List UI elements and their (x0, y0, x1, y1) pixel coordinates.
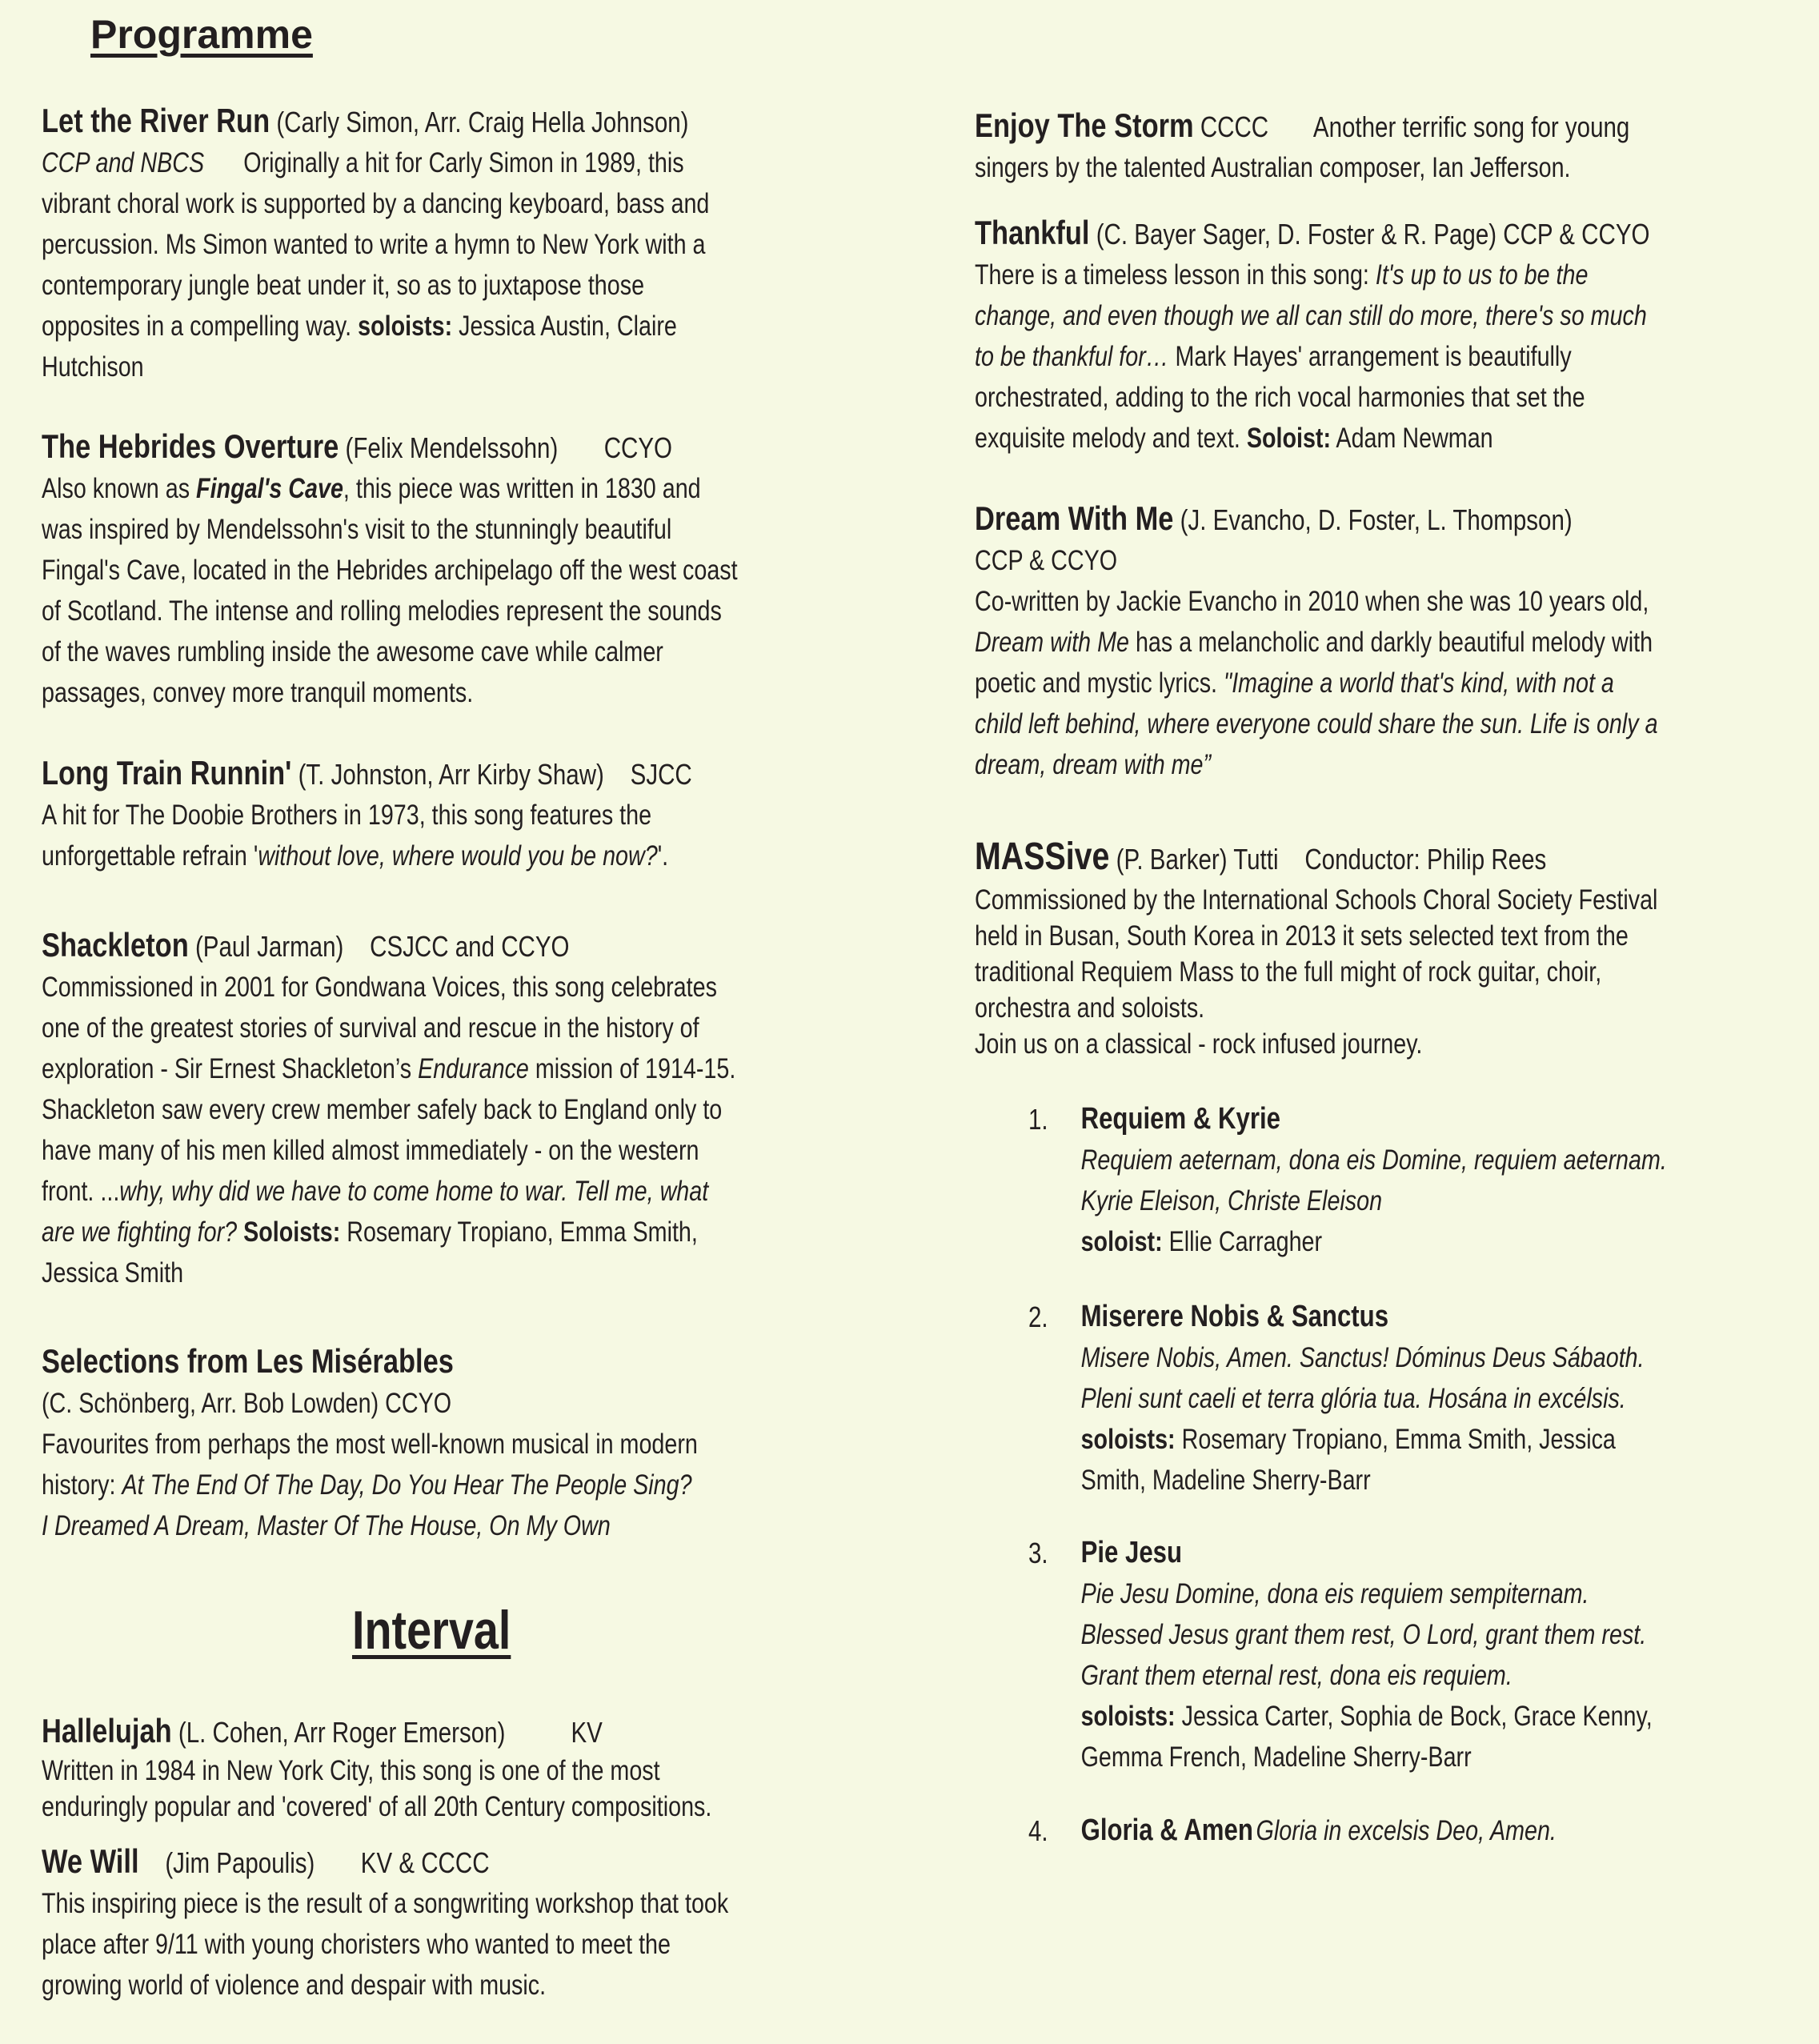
piece-title: Hallelujah (42, 1712, 172, 1749)
soloists-label: Soloists: (243, 1216, 341, 1248)
piece-credits: (Felix Mendelssohn) (345, 431, 559, 464)
piece-title: Long Train Runnin' (42, 754, 292, 792)
piece-title: MASSive (975, 836, 1110, 878)
soloists-label: soloists: (1080, 1701, 1176, 1732)
piece-hebrides-overture: The Hebrides Overture (Felix Mendelssohn) CCYO Also known as Fingal's Cave, this piece was written in 1830 and was inspired by Mendelssohn's visit to the stunningly beautiful Fingal's Cave, located in the Hebrides archipelago off the west coast of Scotland. The intense and rolling melodies represent the sounds of the waves rumbling inside the awesome cave while calmer passages, convey more tranquil moments. (42, 427, 738, 708)
piece-hallelujah: Hallelujah (L. Cohen, Arr Roger Emerson) KV Written in 1984 in New York City, this song is one of the most enduringly popular and 'covered' of all 20th Century compositions. (42, 1712, 712, 1822)
movement-number: 1. (1028, 1103, 1048, 1136)
piece-title: We Will (42, 1842, 139, 1880)
piece-title: Selections from Les Misérables (42, 1342, 454, 1380)
piece-credits: (L. Cohen, Arr Roger Emerson) (178, 1716, 506, 1749)
programme-page: Programme Let the River Run (Carly Simon, Arr. Craig Hella Johnson) CCP and NBCS Originally a hit for Carly Simon in 1989, this vibrant choral work is supported by a dancing keyboard, bass and percussion. Ms Simon wanted to write a hymn to New York with a contemporary jungle beat under it, so as to juxtapose those opposites in a compelling way. soloists: Jessica Austin, Claire Hutchison The Hebrides Overture (Felix Mendelssohn) CCYO Also known as Fingal's Cave, this piece was written in 1830 and was inspired by Mendelssohn's visit to the stunningly beautiful Fingal's Cave, located in the Hebrides archipelago off the west coast of Scotland. The intense and rolling melodies represent the sounds of the waves rumbling inside the awesome cave while calmer passages, convey more tranquil moments. Long Train Runnin' (T. Johnston, Arr Kirby Shaw) SJCC A hit for The Doobie Brothers in 1973, this song features the unforgettable refrain 'without love, where would you be now?'. Shackleton (Paul Jarman) CSJCC and CCYO Commissioned in 2001 for Gondwana Voices, this song celebrates one of the greatest stories of survival and rescue in the history of exploration - Sir Ernest Shackleton’s Endurance mission of 1914-15. Shackleton saw every crew member safely back to England only to have many of his men killed almost immediately - on the western front. ...why, why did we have to come home to war. Tell me, what are we fighting for? Soloists: Rosemary Tropiano, Emma Smith, Jessica Smith Selections from Les Misérables (C. Schönberg, Arr. Bob Lowden) CCYO Favourites from perhaps the most well-known musical in modern history: At The End Of The Day, Do You Hear The People Sing? I Dreamed A Dream, Master Of The House, On My Own Hallelujah (L. Cohen, Arr Roger Emerson) KV Written in 1984 in New York City, this song is one of the most enduringly popular and 'covered' of all 20th Century compositions. We Will (Jim Papoulis) KV & CCCC This inspiring piece is the result of a songwriting workshop that took place after 9/11 with young choristers who wanted to meet the growing world of violence and despair with music. Interval Enjoy The Storm CCCC Another terrific song for young singers by the talented Australian composer, Ian Jefferson. Thankful (C. Bayer Sager, D. Foster & R. Page) CCP & CCYO There is a timeless lesson in this song: It's up to us to be the change, and even though we all can still do more, there's so much to be thankful for… Mark Hayes' arrangement is beautifully orchestrated, adding to the rich vocal harmonies that set the exquisite melody and text. Soloist: Adam Newman Dream With Me (J. Evancho, D. Foster, L. Thompson) CCP & CCYO Co-written by Jackie Evancho in 2010 when she was 10 years old, Dream with Me has a melancholic and darkly beautiful melody with poetic and mystic lyrics. "Imagine a world that's kind, with not a child left behind, where everyone could share the sun. Life is only a dream, dream with me” MASSive (P. Barker) Tutti Conductor: Philip Rees Commissioned by the International Schools Choral Society Festival held in Busan, South Korea in 2013 it sets selected text from the traditional Requiem Mass to the full might of rock guitar, choir, orchestra and soloists. Join us on a classical - rock infused journey. 1. Requiem & Kyrie Requiem aeternam, dona eis Domine, requiem aeternam. Kyrie Eleison, Christe Eleison soloist: Ellie Carragher 2. Miserere Nobis & Sanctus Misere Nobis, Amen. Sanctus! Dóminus Deus Sábaoth. Pleni sunt caeli et terra glória tua. Hosána in excélsis. soloists: Rosemary Tropiano, Emma Smith, Jessica Smith, Madeline Sherry-Barr 3. Pie Jesu Pie Jesu Domine, dona eis requiem sempiternam. Blessed Jesus grant them rest, O Lord, grant them rest. Grant them eternal rest, dona eis requiem. soloists: Jessica Carter, Sophia de Bock, Grace Kenny, Gemma French, Madeline Sherry-Barr 4. Gloria & Amen Gloria in excelsis Deo, Amen. (0, 0, 1819, 2044)
movement-title: Miserere Nobis & Sanctus (1080, 1300, 1389, 1333)
piece-choirs: CCCC (1200, 110, 1269, 143)
soloists: Jessica Carter, Sophia de Bock, Grace Kenny, (1181, 1701, 1653, 1732)
movement-title: Pie Jesu (1080, 1536, 1183, 1569)
soloists: Adam Newman (1336, 423, 1493, 454)
movement-number: 2. (1028, 1301, 1048, 1333)
piece-title: The Hebrides Overture (42, 427, 339, 465)
soloists-label: Soloist: (1246, 423, 1332, 454)
piece-thankful: Thankful (C. Bayer Sager, D. Foster & R. Page) CCP & CCYO There is a timeless lesson in this song: It's up to us to be the change, and even though we all can still do more, there's so much to be thankful for… Mark Hayes' arrangement is beautifully orchestrated, adding to the rich vocal harmonies that set the exquisite melody and text. Soloist: Adam Newman (975, 214, 1650, 454)
piece-choirs: KV & CCCC (360, 1846, 490, 1879)
movement-title: Requiem & Kyrie (1080, 1102, 1280, 1136)
piece-choirs: CSJCC and CCYO (370, 930, 570, 963)
piece-title: Thankful (975, 214, 1090, 251)
piece-choirs: KV (571, 1716, 603, 1749)
piece-title: Dream With Me (975, 499, 1174, 537)
movement-number: 3. (1028, 1537, 1048, 1569)
piece-we-will: We Will (Jim Papoulis) KV & CCCC This inspiring piece is the result of a songwriting workshop that took place after 9/11 with young choristers who wanted to meet the growing world of violence and despair with music. (42, 1842, 729, 2001)
piece-let-the-river-run: Let the River Run (Carly Simon, Arr. Craig Hella Johnson) CCP and NBCS Originally a hit for Carly Simon in 1989, this vibrant choral work is supported by a dancing keyboard, bass and percussion. Ms Simon wanted to write a hymn to New York with a contemporary jungle beat under it, so as to juxtapose those opposites in a compelling way. soloists: Jessica Austin, Claire Hutchison (42, 102, 710, 383)
conductor: Conductor: Philip Rees (1304, 843, 1547, 876)
soloists-label: soloists: (1080, 1424, 1176, 1455)
piece-dream-with-me: Dream With Me (J. Evancho, D. Foster, L. Thompson) CCP & CCYO Co-written by Jackie Evancho in 2010 when she was 10 years old, Dream with Me has a melancholic and darkly beautiful melody with poetic and mystic lyrics. "Imagine a world that's kind, with not a child left behind, where everyone could share the sun. Life is only a dream, dream with me” (975, 498, 1815, 785)
piece-credits: (C. Bayer Sager, D. Foster & R. Page) CCP & CCYO (1096, 218, 1650, 250)
piece-choirs: CCYO (603, 431, 673, 464)
piece-choirs: SJCC (630, 758, 692, 791)
piece-credits: (C. Schönberg, Arr. Bob Lowden) CCYO (42, 1388, 452, 1419)
piece-les-miserables: Selections from Les Misérables (C. Schönberg, Arr. Bob Lowden) CCYO Favourites from perhaps the most well-known musical in modern history: At The End Of The Day, Do You Hear The People Sing? I Dreamed A Dream, Master Of The House, On My Own (42, 1341, 890, 1546)
soloists: Rosemary Tropiano, Emma Smith, Jessica (1181, 1424, 1616, 1455)
piece-enjoy-the-storm: Enjoy The Storm CCCC Another terrific song for young singers by the talented Australian composer, Ian Jefferson. (975, 106, 1630, 183)
soloists: Jessica Austin, Claire (459, 311, 677, 342)
soloists-label: soloists: (358, 311, 453, 342)
piece-title: Enjoy The Storm (975, 106, 1194, 144)
movement-title: Gloria & Amen (1080, 1814, 1253, 1847)
piece-long-train-runnin: Long Train Runnin' (T. Johnston, Arr Kirby Shaw) SJCC A hit for The Doobie Brothers in 1973, this song features the unforgettable refrain 'without love, where would you be now?'. (42, 754, 692, 872)
interval-heading: Interval (352, 1600, 511, 1661)
piece-shackleton: Shackleton (Paul Jarman) CSJCC and CCYO Commissioned in 2001 for Gondwana Voices, this song celebrates one of the greatest stories of survival and rescue in the history of exploration - Sir Ernest Shackleton’s Endurance mission of 1914-15. Shackleton saw every crew member safely back to England only to have many of his men killed almost immediately - on the western front. ...why, why did we have to come home to war. Tell me, what are we fighting for? Soloists: Rosemary Tropiano, Emma Smith, Jessica Smith (42, 926, 736, 1289)
piece-credits: (Carly Simon, Arr. Craig Hella Johnson) (276, 106, 689, 138)
piece-credits: (Jim Papoulis) (165, 1846, 315, 1879)
soloists-label: soloist: (1080, 1226, 1163, 1257)
movement-number: 4. (1028, 1814, 1048, 1847)
soloists: Ellie Carragher (1168, 1226, 1323, 1257)
piece-choirs: CCP & CCYO (975, 545, 1118, 576)
soloists: Rosemary Tropiano, Emma Smith, (347, 1216, 698, 1248)
piece-choirs: CCP and NBCS (42, 147, 205, 178)
piece-credits: (T. Johnston, Arr Kirby Shaw) (298, 758, 604, 791)
piece-title: Let the River Run (42, 102, 270, 139)
piece-credits: (Paul Jarman) (194, 930, 344, 963)
piece-credits: (J. Evancho, D. Foster, L. Thompson) (1180, 503, 1573, 536)
piece-credits: (P. Barker) Tutti (1116, 843, 1279, 876)
programme-heading: Programme (90, 12, 313, 57)
piece-title: Shackleton (42, 926, 189, 964)
piece-massive: MASSive (P. Barker) Tutti Conductor: Philip Rees Commissioned by the International Schools Choral Society Festival held in Busan, South Korea in 2013 it sets selected text from the traditional Requiem Mass to the full might of rock guitar, choir, orchestra and soloists. Join us on a classical - rock infused journey. (975, 836, 1658, 1060)
